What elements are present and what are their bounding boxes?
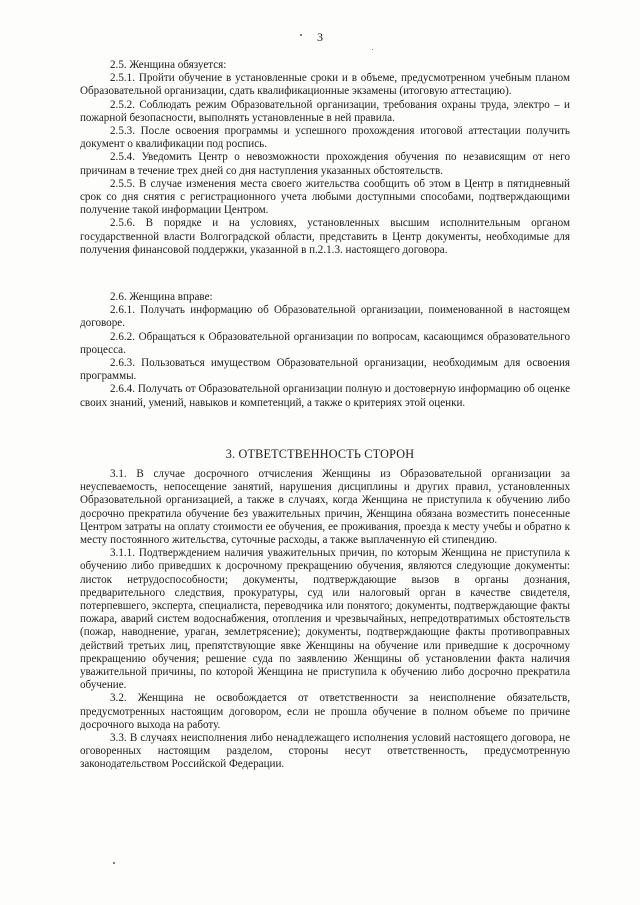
clause-2-6-4: 2.6.4. Получать от Образовательной организации полную и достоверную информацию об оценке своих знаний, умений, навыков и компетенций, а также о критериях этой оценки. xyxy=(80,383,570,409)
clause-2-6-1: 2.6.1. Получать информацию об Образовательной организации, поименованной в настоящем договоре. xyxy=(80,304,570,330)
scan-speck xyxy=(113,862,115,864)
clause-2-5-3: 2.5.3. После освоения программы и успешного прохождения итоговой аттестации получить документ о квалификации под роспись. xyxy=(80,125,570,151)
clause-3-1-1: 3.1.1. Подтверждением наличия уважительных причин, по которым Женщина не приступила к обучению либо приведших к досрочному прекращению обучения, являются следующие документы: листок нетрудоспособности; документы, подтверждающие вызов в органы дознания, предварительного следствия, прокуратуры, суд или налоговый орган в качестве свидетеля, потерпевшего, эксперта, специалиста, переводчика или понятого; документы, подтверждающие факты пожара, аварий систем водоснабжения, отопления и чрезвычайных, непредотвратимых обстоятельств (пожар, наводнение, ураган, землетрясение); документы, подтверждающие факты противоправных действий третьих лиц, препятствующие явке Женщины на обучение или приведшие к досрочному прекращению обучения; решение суда по заявлению Женщины об установлении факта наличия уважительной причины, по которой Женщина не приступила к обучению либо досрочно прекратила обучение. xyxy=(80,547,570,692)
clause-2-6-2: 2.6.2. Обращаться к Образовательной организации по вопросам, касающимся образовательного процесса. xyxy=(80,330,570,356)
clause-2-5-1: 2.5.1. Пройти обучение в установленные сроки и в объеме, предусмотренном учебным планом Образовательной организации, сдать квалификационные экзамены (итоговую аттестацию). xyxy=(80,72,570,98)
section-3 xyxy=(80,468,570,772)
section-2-6 xyxy=(80,291,570,410)
clause-3-3: 3.3. В случаях неисполнения либо ненадлежащего исполнения условий настоящего договора, не оговоренных настоящим разделом, стороны несут ответственность, предусмотренную законодательством Российской Федерации. xyxy=(80,732,570,771)
clause-2-5-2: 2.5.2. Соблюдать режим Образовательной организации, требования охраны труда, электро – и пожарной безопасности, выполнять установленные в ней правила. xyxy=(80,98,570,124)
clause-2-5-4: 2.5.4. Уведомить Центр о невозможности прохождения обучения по независящим от него причинам в течение трех дней со дня наступления указанных обстоятельств. xyxy=(80,151,570,177)
clause-2-5-5: 2.5.5. В случае изменения места своего жительства сообщить об этом в Центр в пятидневный срок со дня снятия с регистрационного учета любыми доступными способами, подтверждающими получение такой информации Центром. xyxy=(80,177,570,217)
page-number: 3 xyxy=(317,30,323,44)
scan-speck xyxy=(300,34,302,36)
clause-3-2: 3.2. Женщина не освобождается от ответственности за неисполнение обязательств, предусмотренных настоящим договором, если не прошла обучение в полном объеме по причине досрочного выхода на работу. xyxy=(80,692,570,731)
clause-2-6-3: 2.6.3. Пользоваться имуществом Образовательной организации, необходимым для освоения программы. xyxy=(80,357,570,383)
section-2-5-heading: 2.5. Женщина обязуется: xyxy=(110,59,227,71)
section-2-5 xyxy=(80,59,570,257)
scan-speck xyxy=(372,49,373,50)
clause-3-1: 3.1. В случае досрочного отчисления Женщины из Образовательной организации за неуспеваемость, непосещение занятий, нарушения дисциплины и других правил, установленных Образовательной организацией, а также в случаях, когда Женщина не приступила к обучению либо досрочно прекратила обучение без уважительных причин, Женщина обязана возместить понесенные Центром затраты на оплату стоимости ее обучения, ее проживания, проезда к месту учебы и обратно к месту постоянного жительства, суточные расходы, а также выплаченную ей стипендию. xyxy=(80,468,570,547)
section-3-title: 3. ОТВЕТСТВЕННОСТЬ СТОРОН xyxy=(225,447,415,461)
clause-2-5-6: 2.5.6. В порядке и на условиях, установленных высшим исполнительным органом государственной власти Волгоградской области, представить в Центр документы, необходимые для получения финансовой поддержки, указанной в п.2.1.3. настоящего договора. xyxy=(80,217,570,256)
section-2-6-heading: 2.6. Женщина вправе: xyxy=(110,291,213,303)
